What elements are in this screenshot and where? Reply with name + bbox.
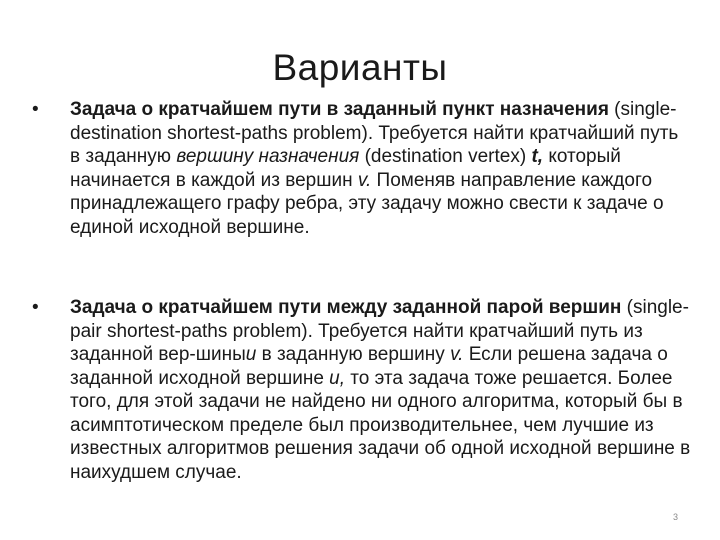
bullet-text-segment: (single-destination shortest-paths problem). Требуется найти кратчайший путь в заданную [70, 99, 679, 167]
bullet-text-segment: (single-pair shortest-paths problem). Требуется найти кратчайший путь из заданной вер-шины [70, 297, 689, 365]
bullet-variable-v: v. [357, 169, 372, 191]
bullet-bold-lead: Задача о кратчайшем пути между заданной парой вершин [70, 297, 622, 318]
bullet-text-segment: который начинается в каждой из вершин [70, 146, 621, 191]
bullet-marker: • [32, 99, 39, 120]
bullet-variable-u: u, [329, 367, 346, 389]
bullet-italic-term: вершину назначения [176, 146, 360, 167]
bullet-text-segment: (destination vertex) [359, 146, 532, 167]
bullet-text [70, 296, 692, 484]
bullet-variable-u: u [245, 344, 257, 365]
bullet-text-segment: в заданную вершину [256, 344, 451, 365]
bullet-bold-lead: Задача о кратчайшем пути в заданный пункт назначения [70, 99, 609, 120]
page-number: 3 [672, 512, 678, 522]
bullet-text-segment: Поменяв направление каждого принадлежащего графу ребра, эту задачу можно свести к задаче о единой исходной вершине. [70, 169, 664, 238]
bullet-single-pair [32, 296, 692, 484]
bullet-marker: • [32, 297, 39, 318]
bullet-text [70, 98, 692, 239]
bullet-single-destination [32, 98, 692, 239]
bullet-variable-t: t, [531, 146, 544, 167]
bullet-variable-v: v. [450, 344, 464, 365]
bullet-text-segment: Если решена задача о заданной исходной вершине [70, 344, 668, 389]
bullet-text-segment: то эта задача тоже решается. Более того, для этой задачи не найдено ни одного алгоритма, который бы в асимптотическом пределе был производительнее, чем лучшие из известных алгоритмов решения задачи об одной исходной вершине в наихудшем случае. [70, 367, 691, 483]
slide-title: Варианты [272, 47, 448, 88]
